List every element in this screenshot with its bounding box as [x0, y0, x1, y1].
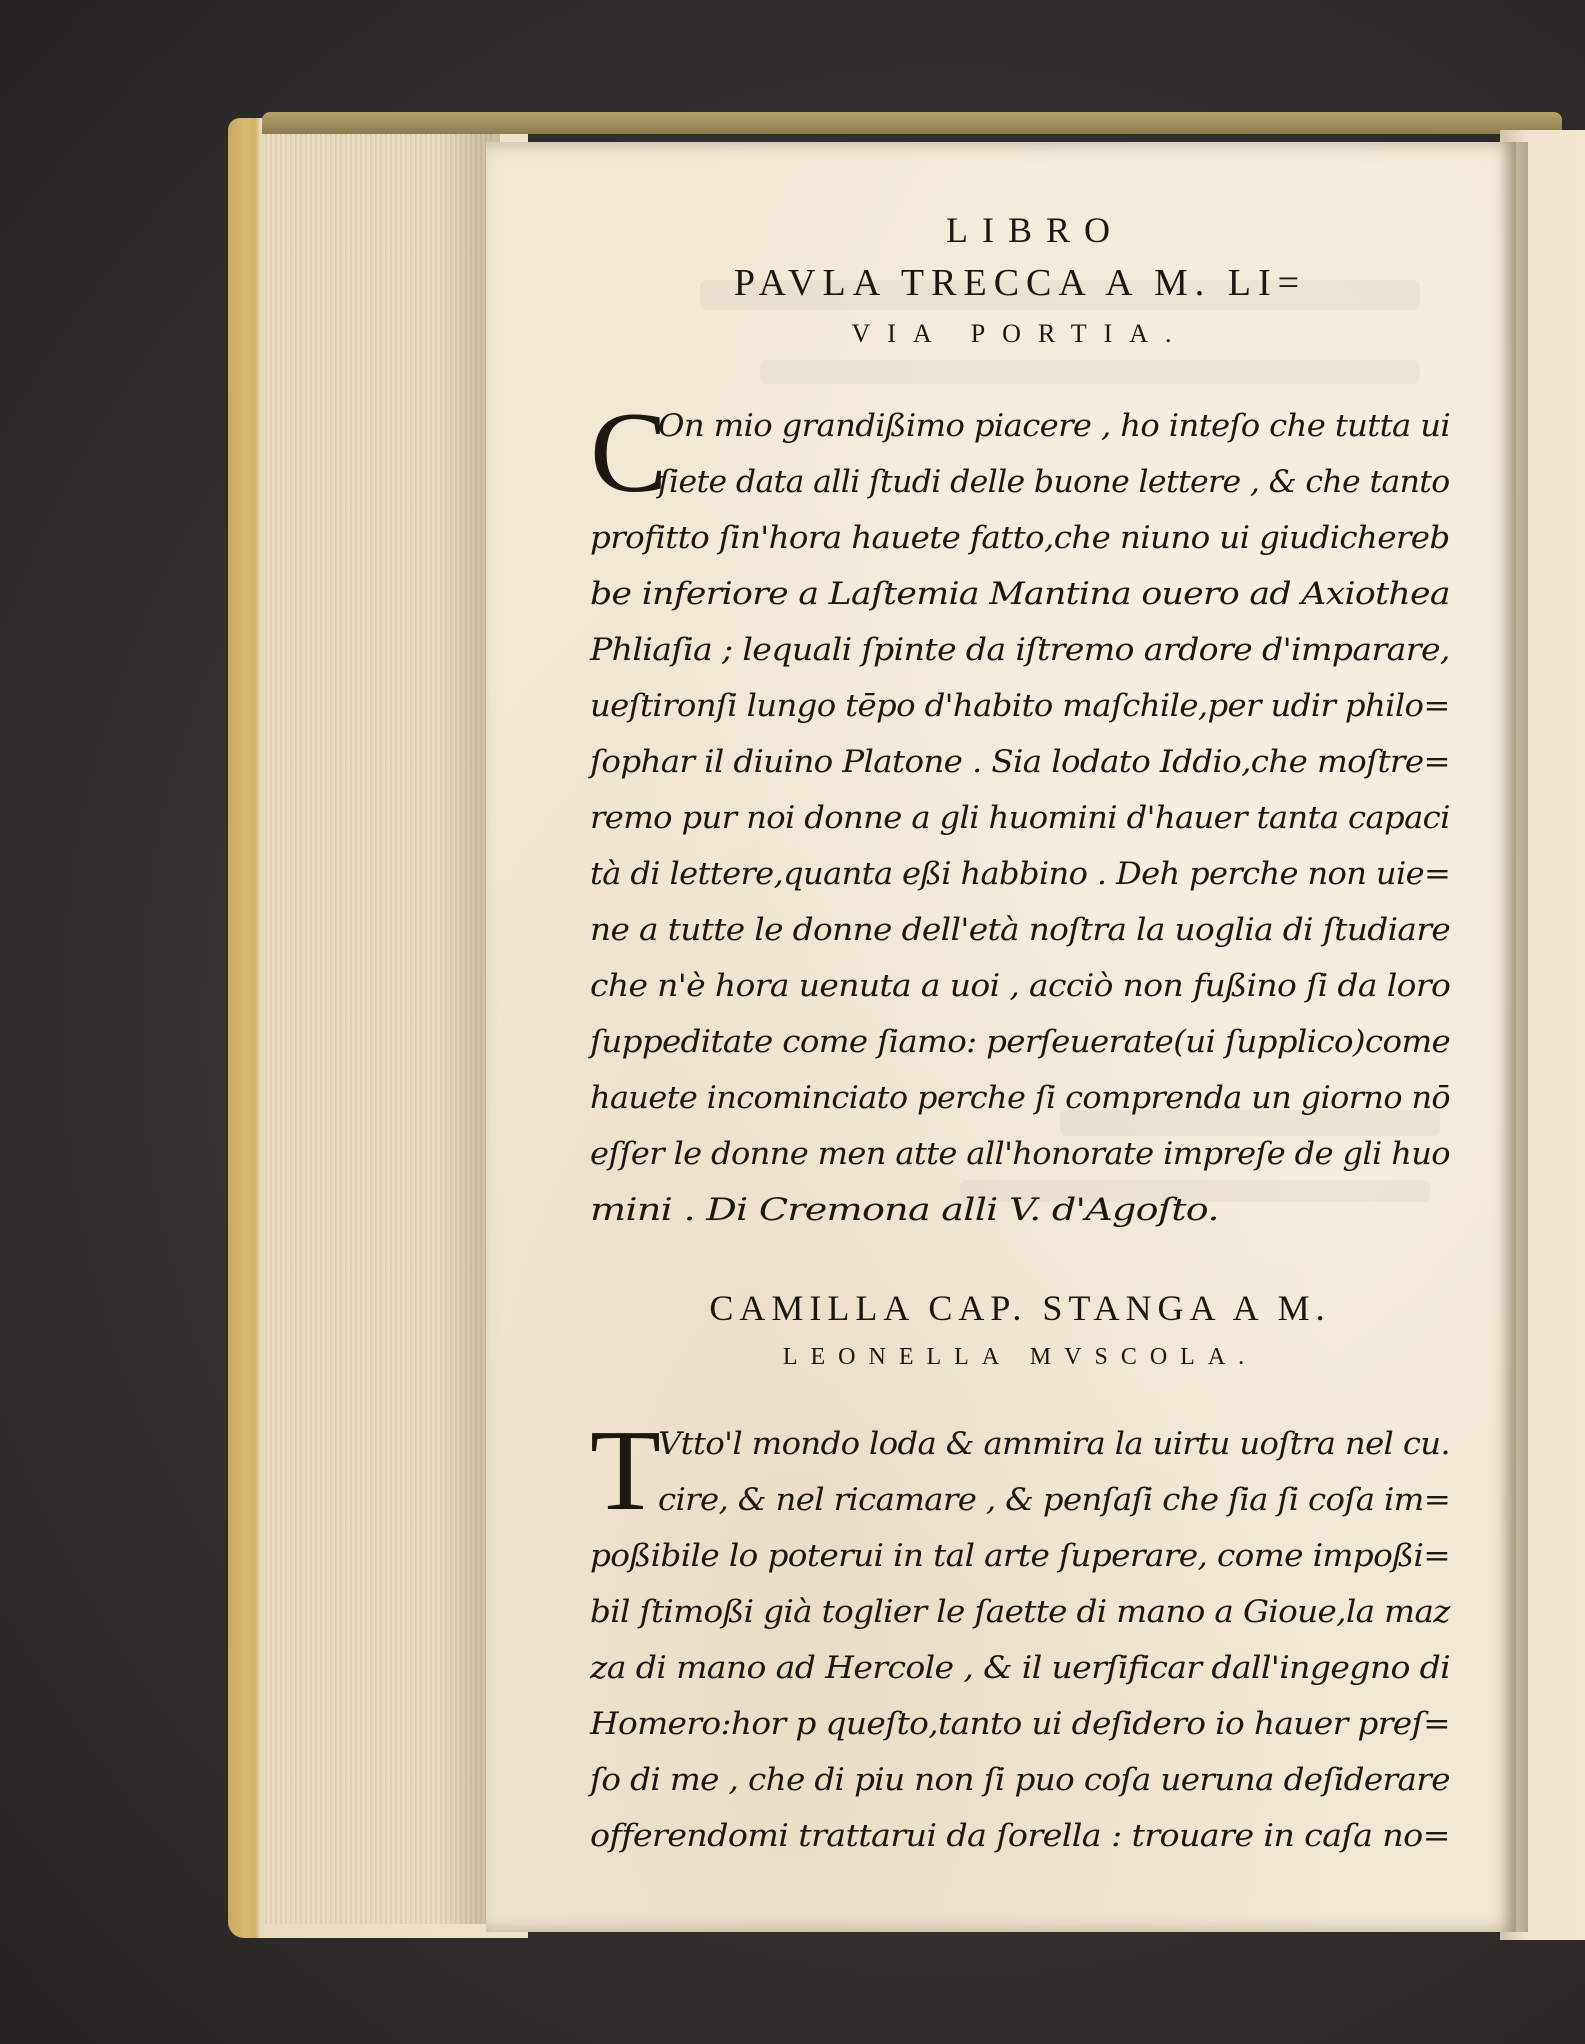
letter1-line: On mio grandißimo piacere , ho inteſo che tutta ui: [658, 409, 1451, 444]
letter2-line: Vtto'l mondo loda & ammira la uirtu uoſtra nel cu.: [658, 1427, 1451, 1462]
letter1-body: [590, 389, 1451, 1239]
letter2-heading-line1: CAMILLA CAP. STANGA A M.: [709, 1288, 1331, 1328]
letter1-line: ſophar il diuino Platone . Sia lodato Iddio,che moſtre=: [590, 745, 1451, 780]
page-text-area: [590, 205, 1450, 1865]
letter2-body: [590, 1407, 1451, 1865]
letter2-dropcap: T: [590, 1407, 661, 1535]
page-gutter-shadow: [1500, 142, 1528, 1932]
letter1-line: eſſer le donne men atte all'honorate impreſe de gli huo: [590, 1137, 1451, 1172]
letter2-line: cire, & nel ricamare , & penſaſi che ſia ſi coſa im=: [658, 1483, 1451, 1518]
letter2-line: Homero:hor p queſto,tanto ui deſidero io hauer preſ=: [590, 1707, 1450, 1742]
letter1-line: profitto ſin'hora hauete fatto,che niuno ui giudichereb: [590, 521, 1450, 556]
letter1-line: remo pur noi donne a gli huomini d'hauer tanta capaci: [590, 801, 1450, 836]
running-head: LIBRO: [946, 210, 1124, 250]
letter1-line: ueſtironſi lungo tēpo d'habito maſchile,per udir philo=: [590, 689, 1450, 724]
letter1-line: ſiete data alli ſtudi delle buone lettere , & che tanto: [658, 465, 1450, 500]
letter1-line: be inferiore a Laſtemia Mantina ouero ad Axiothea: [590, 577, 1450, 612]
letter2-heading-line2: LEONELLA MVSCOLA.: [782, 1344, 1258, 1370]
letter1-line: ne a tutte le donne dell'età noſtra la uoglia di ſtudiare: [590, 913, 1451, 948]
letter2-line: za di mano ad Hercole , & il uerſificar dall'ingegno di: [590, 1651, 1451, 1686]
book-top-edge: [262, 112, 1562, 134]
letter1-heading-line2: VIA PORTIA.: [851, 319, 1189, 348]
letter2-line: bil ſtimoßi già toglier le ſaette di mano a Gioue,la maz: [590, 1595, 1450, 1630]
letter1-line: tà di lettere,quanta eßi habbino . Deh perche non uie=: [590, 857, 1451, 892]
letter1-line: che n'è hora uenuta a uoi , acciò non fußino ſi da loro: [590, 969, 1451, 1004]
letter1-line: ſuppeditate come ſiamo: perſeuerate(ui ſupplico)come: [590, 1025, 1451, 1060]
letter1-line: mini . Di Cremona alli V. d'Agoſto.: [590, 1193, 1219, 1228]
letter2-line: offerendomi trattarui da ſorella : trouare in caſa no=: [590, 1819, 1450, 1854]
letter2-heading: [590, 1279, 1450, 1377]
letter2-line: ſo di me , che di piu non ſi puo coſa ueruna deſiderare: [590, 1763, 1450, 1798]
letter1-dropcap: C: [590, 389, 668, 517]
letter1-line: hauete incominciato perche ſi comprenda un giorno nō: [590, 1081, 1451, 1116]
letter1-line: Phliaſia ; lequali ſpinte da iſtremo ardore d'imparare,: [590, 633, 1450, 668]
letter1-heading-line1: PAVLA TRECCA A M. LI=: [733, 262, 1307, 304]
letter2-line: poßibile lo poterui in tal arte ſuperare, come impoßi=: [590, 1539, 1450, 1574]
